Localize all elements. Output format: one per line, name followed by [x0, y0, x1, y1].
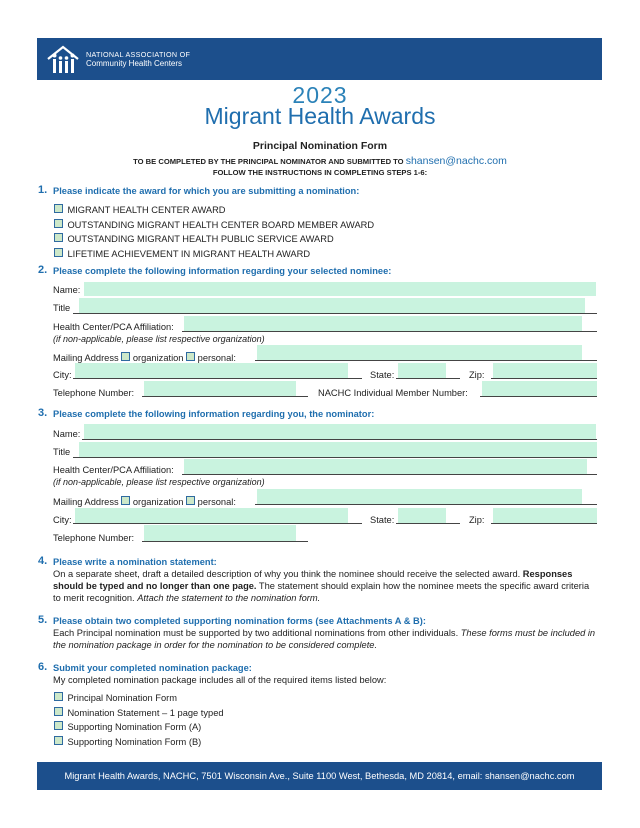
nominee-phone-field[interactable] — [144, 381, 296, 397]
nachc-logo-icon — [45, 42, 81, 76]
submit-email: shansen@nachc.com — [405, 155, 507, 167]
section4-heading: Please write a nomination statement: — [53, 557, 217, 567]
organization-label: organization — [132, 353, 184, 363]
nominator-zip-field[interactable] — [493, 508, 597, 524]
section2-heading: Please complete the following information regarding your selected nominee: — [53, 266, 392, 276]
mailing-label-text: Mailing Address — [53, 497, 119, 507]
nominee-affiliation-note: (if non-applicable, please list respective organization) — [53, 334, 265, 344]
section4-text-part: The statement should explain how the nominee meets the specific award criteria to merit recognition. — [53, 581, 590, 603]
section5-text — [53, 627, 598, 651]
personal-checkbox[interactable] — [186, 352, 195, 361]
nominee-zip-field[interactable] — [493, 363, 597, 379]
checkbox[interactable] — [54, 219, 63, 228]
underline — [73, 457, 597, 458]
personal-checkbox[interactable] — [186, 496, 195, 505]
checkbox[interactable] — [54, 736, 63, 745]
underline — [73, 523, 362, 524]
section5-number: 5. — [38, 614, 48, 626]
checkbox[interactable] — [54, 721, 63, 730]
steps-instruction: FOLLOW THE INSTRUCTIONS IN COMPLETING STEPS 1-6: — [212, 168, 428, 177]
form-title: Principal Nomination Form — [252, 140, 388, 152]
underline — [396, 523, 460, 524]
org-line1: NATIONAL ASSOCIATION OF — [86, 50, 191, 59]
section3-number: 3. — [38, 407, 48, 419]
nominator-affiliation-note: (if non-applicable, please list respective organization) — [53, 477, 265, 487]
section6-text: My completed nomination package includes all of the required items listed below: — [53, 675, 387, 685]
nominator-city-field[interactable] — [75, 508, 348, 524]
section4-text-part: On a separate sheet, draft a detailed description of why you think the nominee should receive the selected award. — [53, 569, 523, 579]
nominator-title-label: Title — [53, 447, 71, 457]
checkbox[interactable] — [54, 233, 63, 242]
footer-bar — [37, 762, 602, 790]
footer-text: Migrant Health Awards, NACHC, 7501 Wisconsin Ave., Suite 1100 West, Bethesda, MD 20814, email: shansen@nachc.com — [64, 771, 575, 781]
section4-text-italic: Attach the statement to the nomination form. — [137, 593, 321, 603]
award-options — [54, 200, 374, 258]
organization-checkbox[interactable] — [121, 496, 130, 505]
section1-heading: Please indicate the award for which you are submitting a nomination: — [53, 186, 360, 196]
nominee-member-field[interactable] — [482, 381, 597, 397]
nominee-affiliation-field[interactable] — [184, 316, 582, 332]
underline — [82, 439, 597, 440]
nominee-name-label: Name: — [53, 285, 81, 295]
underline — [73, 313, 597, 314]
nominator-name-field[interactable] — [84, 424, 596, 440]
nominator-phone-field[interactable] — [144, 525, 296, 541]
nominee-phone-label: Telephone Number: — [53, 388, 135, 398]
nominee-city-label: City: — [53, 370, 72, 380]
nominee-state-label: State: — [370, 370, 395, 380]
section1-number: 1. — [38, 184, 48, 196]
nominee-zip-label: Zip: — [469, 370, 485, 380]
nominee-name-field[interactable] — [84, 282, 596, 296]
nominator-state-field[interactable] — [398, 508, 446, 524]
nominee-member-label: NACHC Individual Member Number: — [318, 388, 468, 398]
nominator-zip-label: Zip: — [469, 515, 485, 525]
section2-number: 2. — [38, 264, 48, 276]
submit-instruction-text: TO BE COMPLETED BY THE PRINCIPAL NOMINATOR AND SUBMITTED TO — [133, 157, 406, 166]
award-option[interactable]: MIGRANT HEALTH CENTER AWARD — [54, 200, 374, 215]
section4-number: 4. — [38, 555, 48, 567]
organization-label: organization — [132, 497, 184, 507]
nominator-affiliation-field[interactable] — [184, 459, 587, 475]
underline — [480, 396, 597, 397]
award-year: 2023 — [292, 82, 348, 108]
nominee-title-label: Title — [53, 303, 71, 313]
nominator-affiliation-label: Health Center/PCA Affiliation: — [53, 465, 174, 475]
nominee-mailing-field[interactable] — [257, 345, 582, 361]
package-item[interactable]: Supporting Nomination Form (B) — [54, 732, 224, 747]
underline — [396, 378, 460, 379]
nominee-title-field[interactable] — [79, 298, 585, 314]
nominator-name-label: Name: — [53, 429, 81, 439]
award-option[interactable]: LIFETIME ACHIEVEMENT IN MIGRANT HEALTH AWARD — [54, 244, 374, 259]
nominator-city-label: City: — [53, 515, 72, 525]
nominator-mailing-label — [53, 496, 236, 507]
underline — [142, 541, 308, 542]
nominator-phone-label: Telephone Number: — [53, 533, 135, 543]
underline — [73, 378, 362, 379]
personal-label: personal: — [197, 497, 236, 507]
underline — [182, 331, 597, 332]
package-item[interactable]: Principal Nomination Form — [54, 688, 224, 703]
award-option[interactable]: OUTSTANDING MIGRANT HEALTH CENTER BOARD MEMBER AWARD — [54, 215, 374, 230]
org-name — [86, 50, 190, 68]
nominee-city-field[interactable] — [75, 363, 348, 379]
header-bar — [37, 38, 602, 80]
section4-text — [53, 568, 598, 604]
package-checklist — [54, 688, 224, 746]
organization-checkbox[interactable] — [121, 352, 130, 361]
award-title: Migrant Health Awards — [204, 103, 436, 129]
underline — [255, 360, 597, 361]
checkbox[interactable] — [54, 248, 63, 257]
section5-heading: Please obtain two completed supporting nomination forms (see Attachments A & B): — [53, 616, 426, 626]
package-item[interactable]: Supporting Nomination Form (A) — [54, 717, 224, 732]
section5-text-part: Each Principal nomination must be supported by two additional nominations from other individuals. — [53, 628, 461, 638]
underline — [491, 523, 597, 524]
nominee-mailing-label — [53, 352, 236, 363]
org-line2: Community Health Centers — [86, 59, 183, 68]
underline — [182, 474, 597, 475]
nominator-mailing-field[interactable] — [257, 489, 582, 505]
checkbox[interactable] — [54, 204, 63, 213]
section6-number: 6. — [38, 661, 48, 673]
section4-text-bold: Responses should be typed and no longer than one page. — [53, 569, 573, 591]
underline — [255, 504, 597, 505]
underline — [142, 396, 308, 397]
checkbox[interactable] — [54, 692, 63, 701]
nominee-state-field[interactable] — [398, 363, 446, 379]
checkbox[interactable] — [54, 707, 63, 716]
nominator-state-label: State: — [370, 515, 395, 525]
nominee-affiliation-label: Health Center/PCA Affiliation: — [53, 322, 174, 332]
personal-label: personal: — [197, 353, 236, 363]
mailing-label-text: Mailing Address — [53, 353, 119, 363]
section5-text-italic: These forms must be included in the nomination package in order for the nomination to be considered complete. — [53, 628, 596, 650]
submit-instruction — [0, 155, 640, 167]
award-option[interactable]: OUTSTANDING MIGRANT HEALTH PUBLIC SERVICE AWARD — [54, 229, 374, 244]
section3-heading: Please complete the following information regarding you, the nominator: — [53, 409, 375, 419]
underline — [491, 378, 597, 379]
nominator-title-field[interactable] — [79, 442, 597, 458]
package-item[interactable]: Nomination Statement – 1 page typed — [54, 703, 224, 718]
section6-heading: Submit your completed nomination package: — [53, 663, 252, 673]
